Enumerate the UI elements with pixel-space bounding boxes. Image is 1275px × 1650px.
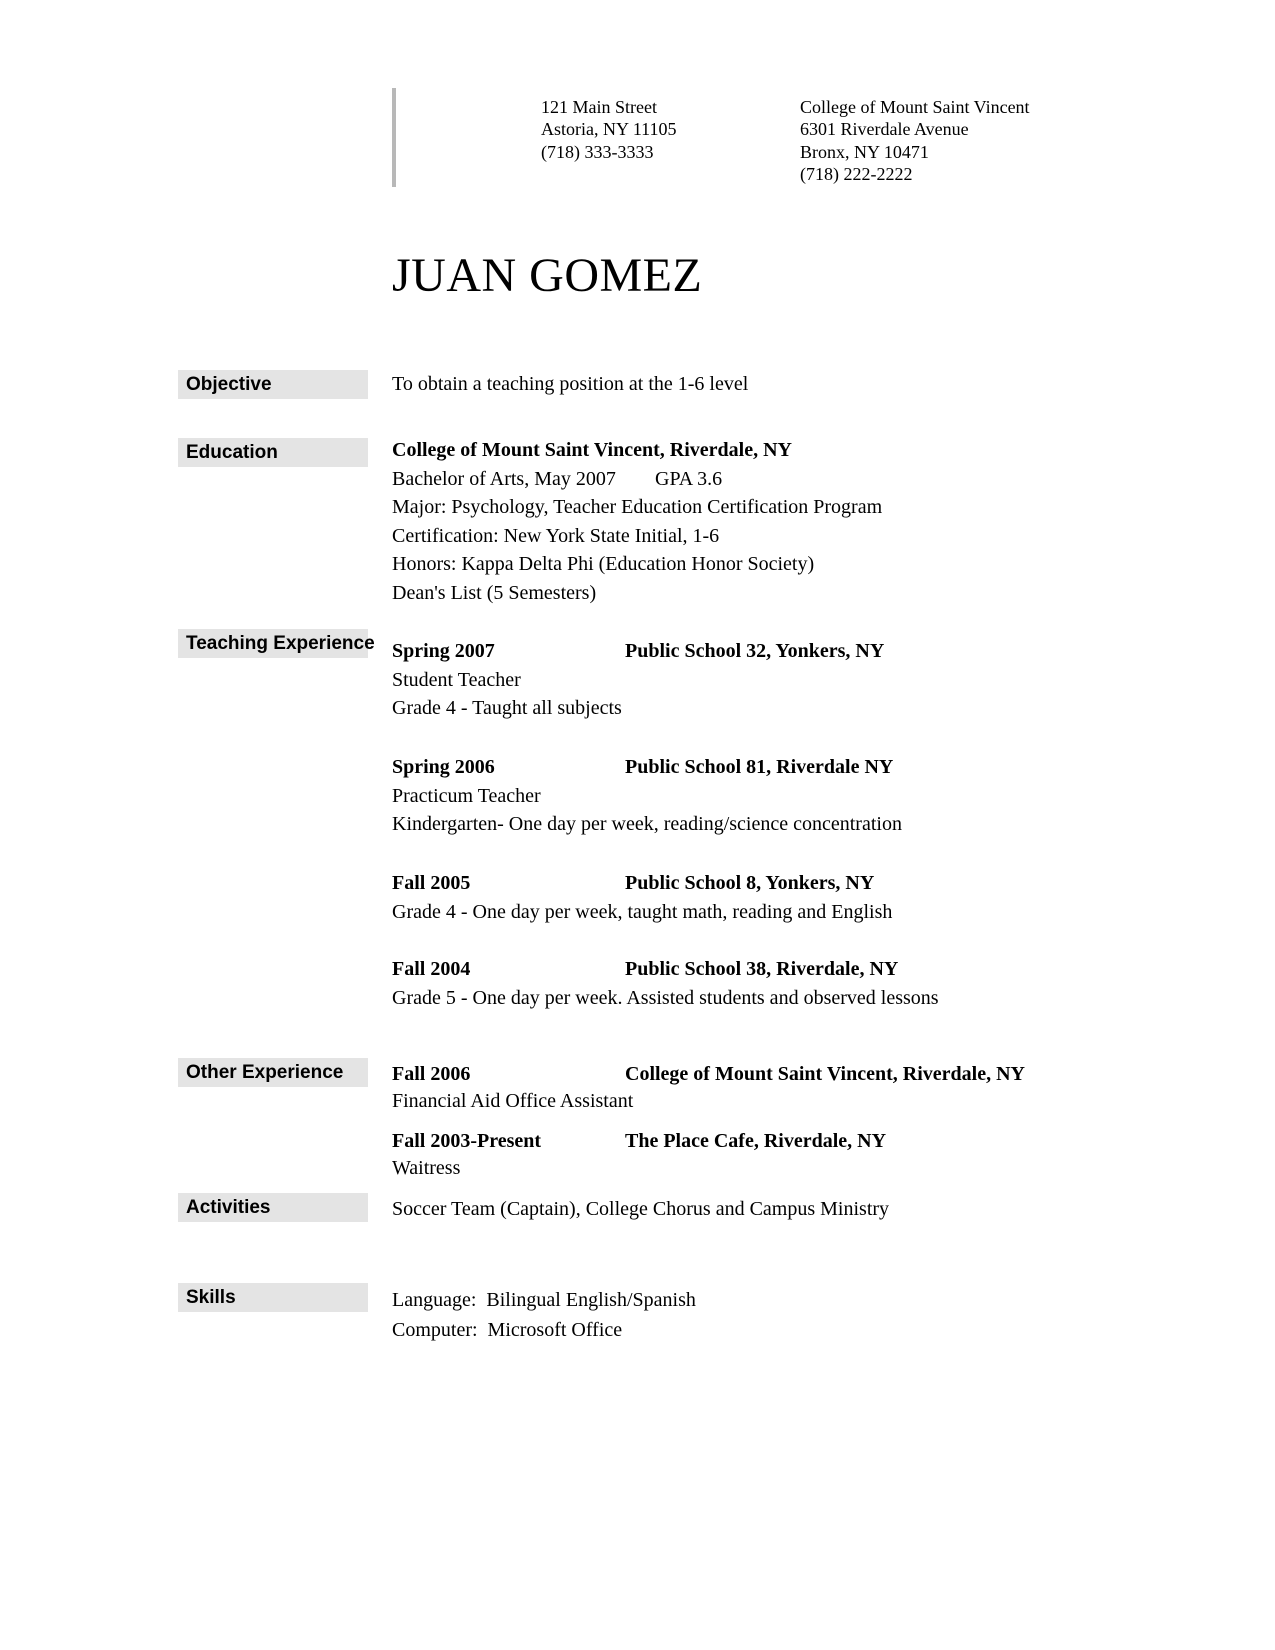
teaching-entry: [392, 955, 1132, 1012]
entry-date: Fall 2004: [392, 958, 471, 980]
section-label-education: Education: [178, 438, 368, 467]
education-detail: Honors: Kappa Delta Phi (Education Honor Society): [392, 553, 815, 576]
entry-heading-row: [392, 869, 1132, 898]
skills-block: [392, 1286, 1132, 1345]
entry-date: Spring 2007: [392, 640, 495, 662]
entry-date: Fall 2003-Present: [392, 1130, 542, 1152]
teaching-entry: [392, 637, 1132, 723]
entry-date: Spring 2006: [392, 756, 495, 778]
teaching-entry: [392, 753, 1132, 839]
entry-heading-row: [392, 1128, 1132, 1155]
education-block: [392, 436, 1132, 608]
entry-organization: College of Mount Saint Vincent, Riverdale, NY: [625, 1063, 1025, 1085]
entry-detail: Practicum Teacher: [392, 784, 541, 807]
skills-line: Language: Bilingual English/Spanish: [392, 1289, 696, 1311]
contact-line: Astoria, NY 11105: [541, 119, 677, 140]
candidate-name: JUAN GOMEZ: [392, 249, 703, 302]
entry-heading-row: [392, 955, 1132, 984]
entry-detail: Grade 5 - One day per week. Assisted students and observed lessons: [392, 986, 939, 1009]
entry-date: Fall 2006: [392, 1063, 471, 1085]
section-label-other-experience: Other Experience: [178, 1058, 368, 1087]
entry-heading-row: [392, 753, 1132, 782]
entry-organization: Public School 8, Yonkers, NY: [625, 872, 875, 894]
contact-block-home: [541, 96, 676, 163]
skills-line: Computer: Microsoft Office: [392, 1318, 623, 1341]
contact-line: Bronx, NY 10471: [800, 141, 929, 162]
entry-organization: The Place Cafe, Riverdale, NY: [625, 1130, 887, 1152]
education-detail: Dean's List (5 Semesters): [392, 581, 597, 604]
entry-detail: Waitress: [392, 1156, 461, 1179]
entry-organization: Public School 32, Yonkers, NY: [625, 640, 885, 662]
contact-block-school: [800, 96, 1030, 186]
entry-detail: Financial Aid Office Assistant: [392, 1089, 634, 1112]
entry-organization: Public School 81, Riverdale NY: [625, 756, 894, 778]
education-degree-row: [392, 465, 1132, 494]
education-detail: Major: Psychology, Teacher Education Certification Program: [392, 496, 883, 519]
entry-detail: Kindergarten- One day per week, reading/science concentration: [392, 813, 902, 836]
contact-line: College of Mount Saint Vincent: [800, 97, 1030, 117]
other-experience-entry: [392, 1061, 1132, 1114]
contact-line: 121 Main Street: [541, 97, 657, 117]
section-label-teaching-experience: Teaching Experience: [178, 629, 368, 658]
entry-detail: Grade 4 - One day per week, taught math, reading and English: [392, 900, 893, 923]
entry-heading-row: [392, 1061, 1132, 1088]
section-label-activities: Activities: [178, 1193, 368, 1222]
teaching-entry: [392, 869, 1132, 926]
contact-line: (718) 222-2222: [800, 164, 913, 185]
education-detail: Certification: New York State Initial, 1-6: [392, 524, 720, 547]
activities-text: Soccer Team (Captain), College Chorus and Campus Ministry: [392, 1198, 890, 1220]
objective-text: To obtain a teaching position at the 1-6 level: [392, 373, 749, 395]
contact-line: 6301 Riverdale Avenue: [800, 119, 969, 140]
education-degree: Bachelor of Arts, May 2007: [392, 467, 616, 490]
education-school: College of Mount Saint Vincent, Riverdale, NY: [392, 439, 792, 461]
contact-line: (718) 333-3333: [541, 141, 654, 162]
entry-heading-row: [392, 637, 1132, 666]
entry-date: Fall 2005: [392, 872, 471, 894]
entry-organization: Public School 38, Riverdale, NY: [625, 958, 899, 980]
section-label-skills: Skills: [178, 1283, 368, 1312]
section-label-objective: Objective: [178, 370, 368, 399]
other-experience-entry: [392, 1128, 1132, 1181]
education-gpa: GPA 3.6: [655, 467, 723, 490]
entry-detail: Student Teacher: [392, 668, 521, 691]
header-divider-bar: [392, 88, 396, 187]
entry-detail: Grade 4 - Taught all subjects: [392, 697, 622, 720]
